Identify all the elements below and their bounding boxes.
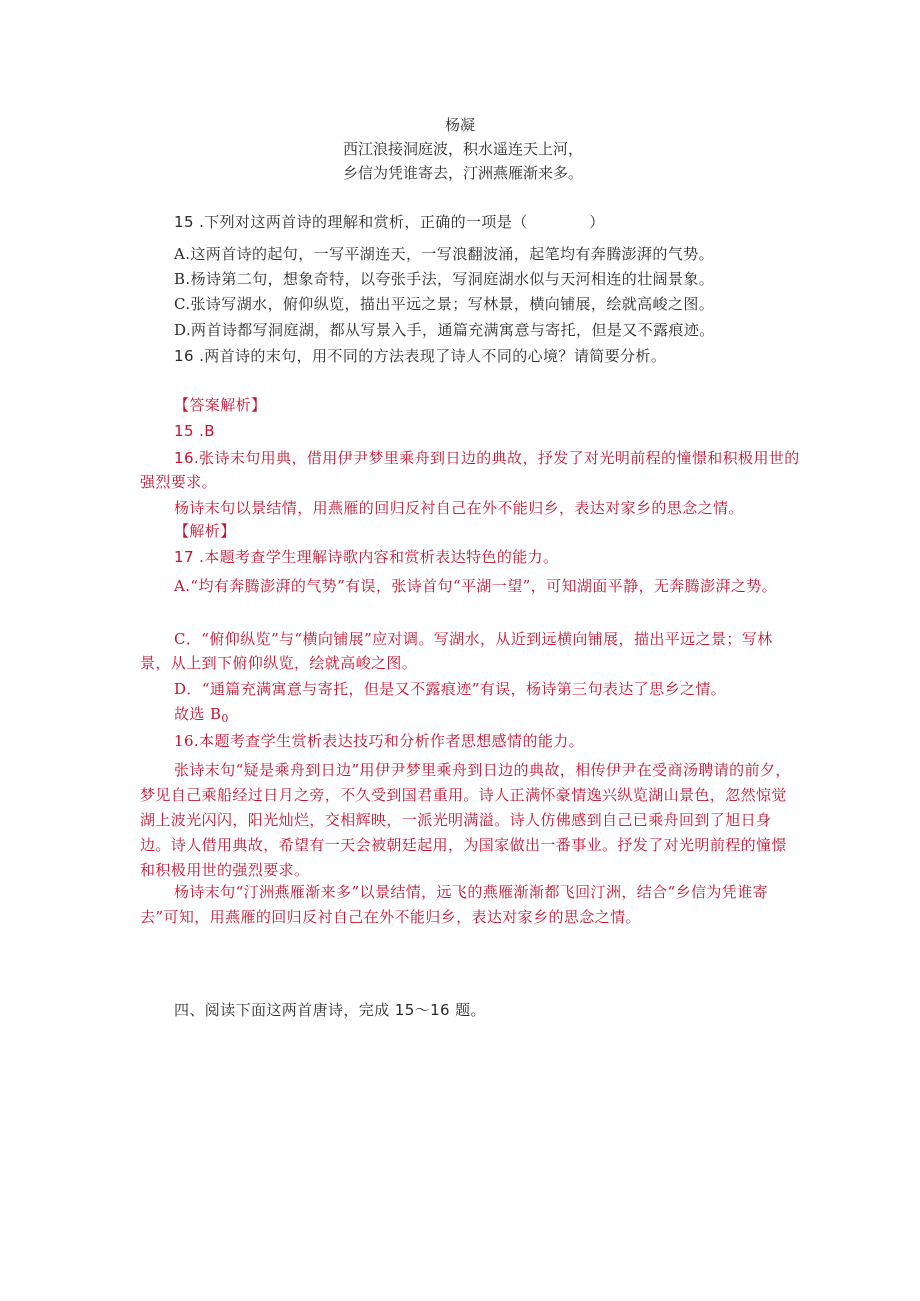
poem-line-2: 乡信为凭谁寄去，汀洲燕雁渐来多。 [342, 164, 583, 182]
question-15 [174, 210, 605, 234]
answer-15-number: 15 [174, 422, 194, 440]
analysis-header: 【解析】 [174, 522, 236, 540]
answer-header: 【答案解析】 [174, 396, 267, 414]
section-four-prefix: 四、阅读下面这两首唐诗，完成 [174, 1001, 395, 1019]
section-four-suffix: 题。 [449, 1001, 486, 1019]
question-15-text: .下列对这两首诗的理解和赏析，正确的一项是（ ） [199, 213, 605, 231]
answer-16-text: .张诗末句用典，借用伊尹梦里乘舟到日边的典故，抒发了对光明前程的憧憬和积极用世的强烈要求。 [140, 449, 800, 491]
option-d: D.两首诗都写洞庭湖，都从写景入手，通篇充满寓意与寄托，但是又不露痕迹。 [174, 321, 715, 339]
poem-author: 杨凝 [444, 116, 475, 134]
question-16 [174, 344, 666, 368]
option-b: B.杨诗第二句，想象奇特，以夸张手法，写洞庭湖水似与天河相连的壮阔景象。 [174, 270, 715, 288]
answer-16-yang: 杨诗末句以景结情，用燕雁的回归反衬自己在外不能归乡，表达对家乡的思念之情。 [174, 499, 744, 517]
analysis-16-zhang: 张诗末句“疑是乘舟到日边”用伊尹梦里乘舟到日边的典故，相传伊尹在受商汤聘请的前夕，梦见自己乘船经过日月之旁，不久受到国君重用。诗人正满怀豪情逸兴纵览湖山景色，忽然惊觉湖上波光闪闪，阳光灿烂，交相辉映，一派光明满溢。诗人仿佛感到自己已乘舟回到了旭日身边。诗人借用典故，希望有一天会被朝廷起用，为国家做出一番事业。抒发了对光明前程的憧憬和积极用世的强烈要求。 [140, 761, 791, 879]
analysis-option-a: A.“均有奔腾澎湃的气势”有误，张诗首句“平湖一望”，可知湖面平静，无奔腾澎湃之势。 [174, 577, 778, 595]
analysis-17 [174, 545, 558, 569]
poem-line-1: 西江浪接洞庭波，积水遥连天上河， [342, 140, 583, 158]
option-c: C.张诗写湖水，俯仰纵览，描出平远之景；写林景，横向铺展，绘就高峻之图。 [174, 295, 715, 313]
answer-15 [174, 419, 215, 443]
question-15-number: 15 [174, 213, 194, 231]
answer-16-number: 16 [174, 449, 194, 467]
section-four-heading [174, 998, 486, 1022]
analysis-option-c: C．“俯仰纵览”与“横向铺展”应对调。写湖水，从近到远横向铺展，描出平远之景；写林景，从上到下俯仰纵览，绘就高峻之图。 [140, 630, 773, 672]
question-16-number: 16 [174, 347, 194, 365]
answer-16 [140, 446, 800, 494]
analysis-17-number: 17 [174, 548, 194, 566]
section-four-range: 15～16 [394, 1001, 450, 1019]
answer-15-text: .B [199, 422, 215, 440]
analysis-17-text: .本题考查学生理解诗歌内容和赏析表达特色的能力。 [199, 548, 559, 566]
analysis-16-yang: 杨诗末句“汀洲燕雁渐来多”以景结情，远飞的燕雁渐渐都飞回汀洲，结合“乡信为凭谁寄去”可知，用燕雁的回归反衬自己在外不能归乡，表达对家乡的思念之情。 [140, 883, 769, 926]
analysis-choose [174, 702, 229, 731]
analysis-choose-text: 故选 B [174, 705, 222, 723]
analysis-option-d: D．“通篇充满寓意与寄托，但是又不露痕迹”有误，杨诗第三句表达了思乡之情。 [174, 680, 727, 698]
question-16-text: .两首诗的末句，用不同的方法表现了诗人不同的心境？请简要分析。 [199, 347, 667, 365]
option-a: A.这两首诗的起句，一写平湖连天，一写浪翻波涌，起笔均有奔腾澎湃的气势。 [174, 245, 715, 263]
analysis-choose-sub: 0 [221, 712, 229, 725]
analysis-16-header: 16.本题考查学生赏析表达技巧和分析作者思想感情的能力。 [174, 732, 585, 750]
